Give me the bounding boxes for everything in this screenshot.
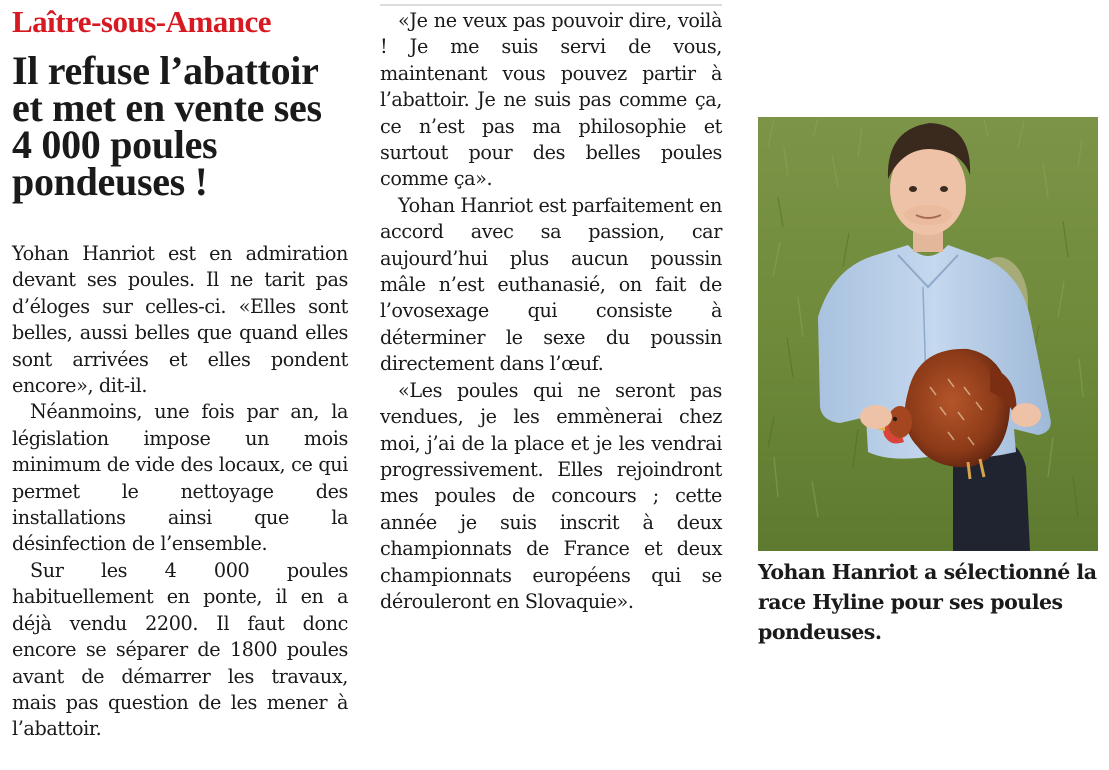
photo-caption: Yohan Hanriot a sélectionné la race Hyline pour ses poules pondeuses. <box>758 560 1097 644</box>
article-column-2 <box>380 0 722 615</box>
article-headline: Il refuse l’abattoir et met en vente ses 4 000 poules pondeuses ! <box>12 48 322 204</box>
article-column-1 <box>12 0 348 743</box>
paragraph: «Je ne veux pas pouvoir dire, voilà ! Je me suis servi de vous, maintenant vous pouvez partir à l’abattoir. Je ne suis pas comme ça, ce n’est pas ma philosophie et surtout pour des belles poules comme ça». <box>380 9 722 191</box>
paragraph: «Les poules qui ne seront pas vendues, je les emmènerai chez moi, j’ai de la place et je les vendrai progressivement. Elles rejoindront mes poules de concours ; cette année je suis inscrit à deux championnats de France et deux championnats européens qui se dérouleront en Slovaquie». <box>380 378 722 613</box>
article-body-col2 <box>380 8 722 615</box>
paragraph: Yohan Hanriot est parfaitement en accord avec sa passion, car aujourd’hui plus aucun poussin mâle n’est euthanasié, on fait de l’ovosexage qui consiste à déterminer le sexe du poussin directement dans l’œuf. <box>380 193 722 376</box>
paragraph: Yohan Hanriot est en admiration devant ses poules. Il ne tarit pas d’éloges sur celles-ci. «Elles sont belles, aussi belles que quand elles sont arrivées et elles pondent encore», dit-il. <box>12 242 348 398</box>
paragraph: Sur les 4 000 poules habituellement en ponte, il en a déjà vendu 2200. Il faut donc encore se séparer de 1800 poules avant de démarrer les travaux, mais pas question de les mener à l’abattoir. <box>12 558 348 741</box>
article-kicker: Laître-sous-Amance <box>12 4 272 39</box>
photo-man-holding-hen <box>758 117 1098 551</box>
article-photo <box>758 117 1098 551</box>
article-body-col1 <box>12 241 348 743</box>
paragraph: Néanmoins, une fois par an, la législation impose un mois minimum de vide des locaux, ce qui permet le nettoyage des installations ainsi que la désinfection de l’ensemble. <box>12 400 348 556</box>
